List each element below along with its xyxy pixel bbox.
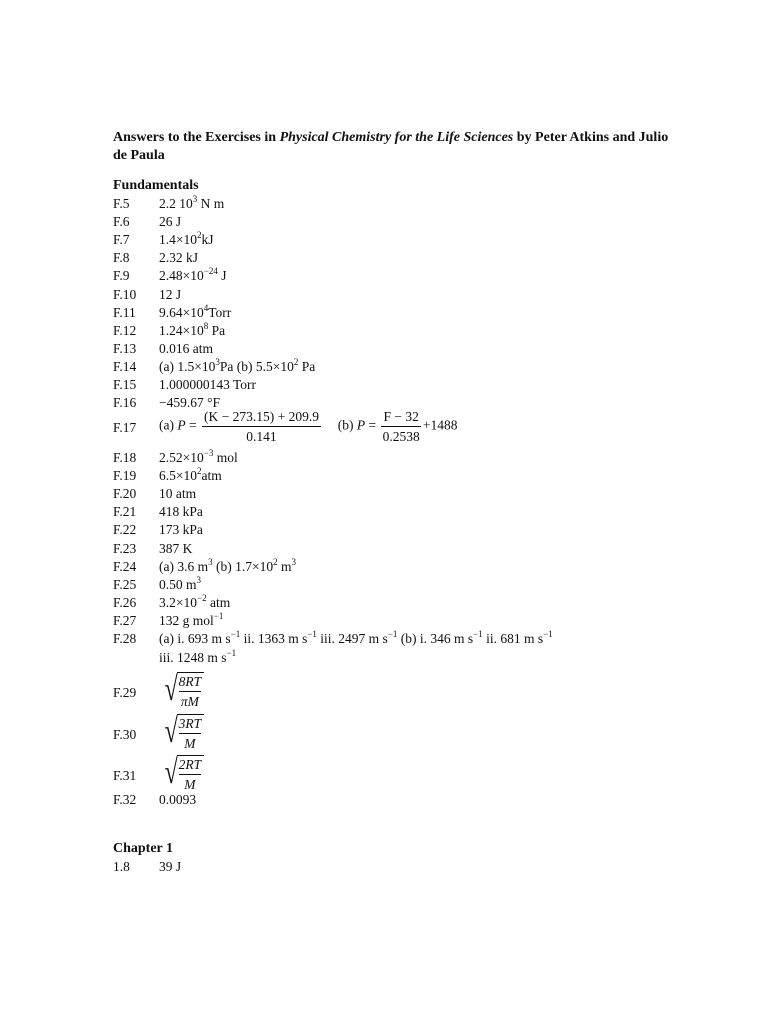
answer-value [159,194,225,211]
answer-text: 1.4×10 [159,232,197,248]
answer-value [159,410,457,443]
speed-value: (a) i. 693 m s [159,631,231,646]
answer-label: F.11 [113,304,136,320]
superscript: −2 [197,592,207,603]
answer-text: 2.48×10 [159,268,204,284]
answer-value [159,251,198,265]
speed-value: ii. 1363 m s [240,631,308,646]
answer-unit: Pa [208,322,226,338]
answer-text: 2.32 kJ [159,250,199,266]
answer-value [159,556,296,574]
square-root [159,672,204,708]
superscript: −3 [203,448,214,458]
answer-label: F.21 [113,504,137,520]
fraction-b-denominator: 0.2538 [382,428,420,444]
fraction-a-denominator: 0.141 [246,428,277,444]
answer-text: 0.50 m [159,576,197,592]
superscript: 2 [273,556,278,567]
answer-label: F.32 [113,792,137,807]
superscript: −1 [230,629,241,639]
answer-value [159,860,181,874]
answer-label: F.8 [113,250,130,266]
speed-value: (b) i. 346 m s [397,631,474,646]
answer-text: 1.24×10 [159,322,204,338]
superscript: 3 [208,556,213,567]
answer-value [159,610,224,628]
answer-value [159,320,226,338]
superscript: 2 [197,230,202,241]
superscript: 3 [196,574,202,585]
answer-label: F.23 [113,540,137,556]
superscript: 2 [197,466,202,477]
answer-value [159,523,203,537]
answer-label: F.17 [113,420,137,435]
answer-label: F.31 [113,768,137,783]
answer-text: −459.67 °F [159,395,221,411]
answer-value [159,574,202,592]
answer-value [159,714,204,750]
answer-label: F.14 [113,358,137,374]
speed-value: ii. 681 m s [482,631,544,646]
answer-value [159,592,231,610]
section-heading-chapter-1: Chapter 1 [113,841,174,856]
title-book-name: Physical Chemistry for the Life Sciences [279,130,514,145]
section-heading-fundamentals: Fundamentals [113,178,199,193]
superscript: −1 [213,610,224,621]
answer-value [159,672,204,708]
answer-label: F.19 [113,468,137,484]
answer-text: 26 J [159,214,182,230]
answer-label: F.5 [113,196,130,211]
radicand-denominator: πM [180,693,199,709]
answer-value [159,302,232,320]
answer-unit: mol [213,450,238,465]
square-root [159,755,204,791]
answer-label: F.6 [113,214,130,230]
part-a-label: (a) [159,417,178,433]
answer-label: F.9 [113,268,130,284]
square-root [159,714,204,750]
answer-value [159,378,256,392]
answer-text: 387 K [159,540,193,556]
radicand-numerator: 8RT [179,675,202,692]
answer-label: F.10 [113,286,137,302]
answer-label: F.26 [113,594,137,610]
superscript: −1 [226,648,237,658]
superscript: 4 [203,302,209,313]
answer-value [159,542,192,556]
radical-sign: √ [164,713,178,750]
answer-value [159,288,181,302]
superscript: −1 [543,629,553,639]
answer-value [159,755,204,791]
answer-text: (a) 3.6 m [159,558,209,574]
answer-value [159,448,238,465]
document-title [113,129,673,165]
fraction-b-numerator: F − 32 [381,410,420,427]
superscript: 2 [293,356,299,367]
part-b-label: (b) [337,417,357,433]
superscript: −1 [307,629,317,639]
answer-text: 132 g mol [159,612,214,628]
variable-p: P [177,417,186,433]
answer-label: F.24 [113,558,137,574]
answer-label: 1.8 [113,859,130,874]
answer-label: F.20 [113,486,137,502]
answer-text: 12 J [159,286,182,302]
title-part-1: Answers to the Exercises in [113,130,280,145]
answer-value [159,505,203,519]
radicand-numerator: 3RT [179,717,202,734]
speed-value: iii. 1248 m s [159,650,227,665]
answer-value [159,356,316,374]
radicand [177,755,205,791]
answer-label: F.7 [113,232,130,248]
answer-label: F.29 [113,685,137,700]
answer-text: 3.2×10 [159,594,197,610]
answer-value [159,396,220,410]
answer-value-line-2 [159,648,237,665]
answer-text: 1.000000143 Torr [159,377,257,392]
answer-label: F.12 [113,322,137,338]
answer-text: 9.64×10 [159,304,204,320]
answer-text: 0.016 atm [159,340,213,356]
radicand [177,714,205,750]
answer-text: 6.5×10 [159,468,197,484]
answer-value-line-1 [159,629,553,646]
answer-text: 2.52×10 [159,450,204,465]
superscript: 3 [215,356,220,367]
answer-text: 2.2 10 [159,196,193,211]
answer-label: F.18 [113,450,137,465]
answer-label: F.25 [113,576,137,592]
answer-unit: Pa [298,358,316,374]
superscript: −24 [203,266,218,277]
radicand [177,672,205,708]
fraction-b-tail: +1488 [422,417,458,433]
radicand-denominator: M [184,735,196,751]
fraction-b [381,410,420,443]
answer-value [159,215,181,229]
answer-unit: atm [201,468,222,484]
answer-label: F.27 [113,612,137,628]
answer-text: 10 atm [159,486,197,502]
answer-label: F.28 [113,631,137,646]
answer-text: 418 kPa [159,504,203,520]
answer-unit: N m [197,196,225,211]
superscript: 3 [291,556,296,567]
answer-unit: kJ [201,232,214,248]
answer-label: F.22 [113,522,137,538]
superscript: −1 [387,629,398,639]
answer-label: F.13 [113,340,137,356]
answer-label: F.30 [113,727,137,742]
answer-value [159,466,222,484]
answer-value [159,266,227,284]
equals-sign: = [365,417,380,433]
title-part-2: by Peter Atkins and Julio de Paula [113,130,669,163]
answer-text: 39 J [159,859,182,874]
superscript: −1 [473,629,483,639]
answer-unit: Pa (b) 5.5×10 [219,358,294,374]
fraction-a [202,410,321,443]
speed-value: iii. 2497 m s [316,631,388,646]
radical-sign: √ [164,671,178,708]
answer-label: F.15 [113,377,137,392]
answer-value [159,230,214,248]
answer-text: 173 kPa [159,522,203,538]
answer-unit: (b) 1.7×10 [212,558,274,574]
answer-value [159,342,213,356]
variable-p: P [356,417,366,433]
answer-unit: J [217,268,227,284]
answer-unit: Torr [208,304,232,320]
superscript: 8 [203,320,209,331]
answer-value: 0.0093 [159,792,197,807]
fraction-a-numerator: (K − 273.15) + 209.9 [202,410,321,427]
answer-unit: m [277,558,292,574]
answer-value [159,487,196,501]
radicand-denominator: M [184,776,196,792]
radical-sign: √ [164,754,178,791]
equals-sign: = [185,417,200,433]
answer-label: F.16 [113,395,137,411]
superscript: 3 [192,194,198,204]
answer-unit: atm [206,594,231,610]
answer-text: (a) 1.5×10 [159,358,216,374]
radicand-numerator: 2RT [179,758,202,775]
